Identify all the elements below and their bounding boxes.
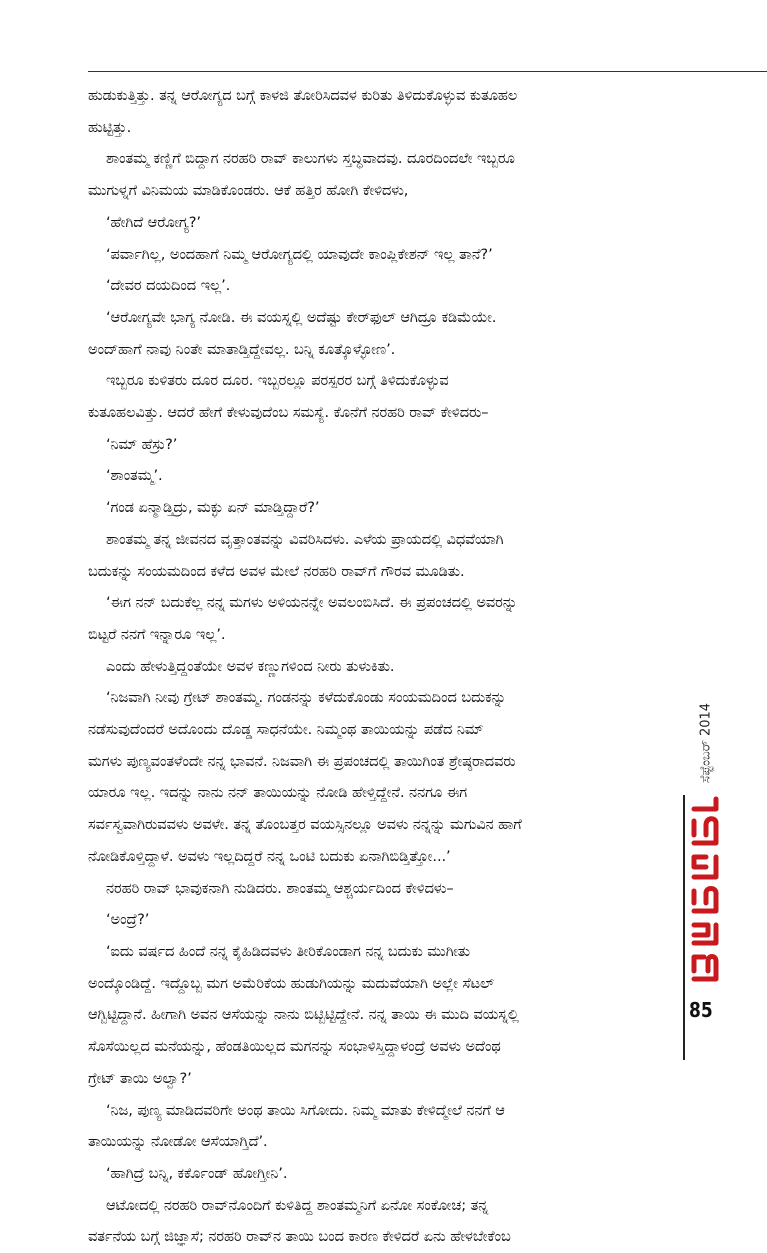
text-line: ಯಾರೂ ಇಲ್ಲ. ಇದನ್ನು ನಾನು ನನ್ ತಾಯಿಯನ್ನು ನೋಡಿ ಹೇಳ್ತಿದ್ದೇನೆ. ನನಗೂ ಈಗ [88, 784, 468, 802]
text-line: ಮಗಳು ಪುಣ್ಯವಂತಳೆಂದೇ ನನ್ನ ಭಾವನೆ. ನಿಜವಾಗಿ ಈ ಪ್ರಪಂಚದಲ್ಲಿ ತಾಯಿಗಿಂತ ಶ್ರೇಷ್ಠರಾದವರು [88, 752, 516, 770]
text-line: ‘ಹೇಗಿದೆ ಆರೋಗ್ಯ?’ [106, 213, 201, 231]
text-line: ‘ಹಾಗಿದ್ರೆ ಬನ್ನಿ, ಕರ್ಕೊಂಡ್ ಹೋಗ್ತೀನಿ’. [106, 1164, 288, 1182]
text-line: ‘ನಿಮ್ ಹೆಸ್ರು?’ [106, 435, 178, 453]
text-line: ‘ಪರ್ವಾಗಿಲ್ಲ, ಅಂದಹಾಗೆ ನಿಮ್ಮ ಆರೋಗ್ಯದಲ್ಲಿ ಯಾವುದೇ ಕಾಂಪ್ಲಿಕೇಶನ್ ಇಲ್ಲ ತಾನೆ?’ [106, 245, 493, 263]
text-line: ‘ನಿಜವಾಗಿ ನೀವು ಗ್ರೇಟ್ ಶಾಂತಮ್ಮ. ಗಂಡನನ್ನು ಕಳೆದುಕೊಂಡು ಸಂಯಮದಿಂದ ಬದುಕನ್ನು [106, 689, 507, 707]
text-line: ಎಂದು ಹೇಳುತ್ತಿದ್ದಂತೆಯೇ ಅವಳ ಕಣ್ಣುಗಳಿಂದ ನೀರು ತುಳುಕಿತು. [106, 657, 395, 675]
masthead-logo-graphic [690, 795, 720, 985]
text-line: ವರ್ತನೆಯ ಬಗ್ಗೆ ಜಿಜ್ಞಾಸೆ; ನರಹರಿ ರಾವ್‌ನ ತಾಯಿ ಬಂದ ಕಾರಣ ಕೇಳಿದರೆ ಏನು ಹೇಳಬೇಕೆಂಬ [88, 1228, 511, 1246]
header-rule [88, 71, 767, 72]
text-line: ‘ದೇವರ ದಯದಿಂದ ಇಲ್ಲ’. [106, 277, 231, 295]
issue-date [696, 700, 716, 786]
text-line: ‘ಆರೋಗ್ಯವೇ ಭಾಗ್ಯ ನೋಡಿ. ಈ ವಯಸ್ನಲ್ಲಿ ಅದೆಷ್ಟು ಕೇರ್‌ಫುಲ್ ಆಗಿದ್ರೂ ಕಡಿಮೆಯೇ. [106, 308, 497, 326]
issue-date-text: ಸೆಪ್ಟೆಂಬರ್ 2014 [698, 702, 714, 784]
text-line: ‘ಐದು ವರ್ಷದ ಹಿಂದೆ ನನ್ನ ಕೈಹಿಡಿದವಳು ತೀರಿಕೊಂಡಾಗ ನನ್ನ ಬದುಕು ಮುಗೀತು [106, 942, 471, 960]
text-line: ಶಾಂತಮ್ಮ ಕಣ್ಣಿಗೆ ಬಿದ್ದಾಗ ನರಹರಿ ರಾವ್ ಕಾಲುಗಳು ಸ್ತಬ್ಧವಾದವು. ದೂರದಿಂದಲೇ ಇಬ್ಬರೂ [106, 150, 515, 168]
sidebar-rule [683, 795, 685, 1060]
text-line: ಆಗ್ಬಿಟ್ಟಿದ್ದಾನೆ. ಹೀಗಾಗಿ ಅವನ ಆಸೆಯನ್ನು ನಾನು ಬಿಟ್ಬಿಟ್ಟಿದ್ದೇನೆ. ನನ್ನ ತಾಯಿ ಈ ಮುದಿ ವಯಸ್ನಲ್ಲಿ [88, 1006, 519, 1024]
text-line: ‘ಅಂದ್ರೆ?’ [106, 911, 150, 929]
text-line: ಸರ್ವಸ್ವವಾಗಿರುವವಳು ಅವಳೇ. ತನ್ನ ತೊಂಬತ್ತರ ವಯಸ್ಸಿನಲ್ಲೂ ಅವಳು ನನ್ನನ್ನು ಮಗುವಿನ ಹಾಗೆ [88, 816, 522, 834]
text-line: ನರಹರಿ ರಾವ್ ಭಾವುಕನಾಗಿ ನುಡಿದರು. ಶಾಂತಮ್ಮ ಆಶ್ಚರ್ಯದಿಂದ ಕೇಳಿದಳು– [106, 879, 454, 897]
text-line: ಹುಡುಕುತ್ತಿತ್ತು. ತನ್ನ ಆರೋಗ್ಯದ ಬಗ್ಗೆ ಕಾಳಜಿ ತೋರಿಸಿದವಳ ಕುರಿತು ತಿಳಿದುಕೊಳ್ಳುವ ಕುತೂಹಲ [88, 87, 518, 104]
text-line: ಸೊಸೆಯಿಲ್ಲದ ಮನೆಯನ್ನು, ಹೆಂಡತಿಯಿಲ್ಲದ ಮಗನನ್ನು ಸಂಭಾಳಿಸ್ತಿದ್ದಾಳಂದ್ರೆ ಅವಳು ಅದೆಂಥ [88, 1038, 501, 1056]
text-line: ಬಿಟ್ಟರೆ ನನಗೆ ಇನ್ನಾರೂ ಇಲ್ಲ’. [88, 625, 226, 643]
text-line: ಮುಗುಳ್ನಗೆ ವಿನಿಮಯ ಮಾಡಿಕೊಂಡರು. ಆಕೆ ಹತ್ತಿರ ಹೋಗಿ ಕೇಳಿದಳು, [88, 182, 409, 200]
text-line: ನೋಡಿಕೊಳ್ತಿದ್ದಾಳೆ. ಅವಳು ಇಲ್ಲದಿದ್ದರೆ ನನ್ನ ಒಂಟಿ ಬದುಕು ಏನಾಗಿಬಿಡ್ತಿತ್ತೋ...’ [88, 847, 451, 865]
text-line: ಗ್ರೇಟ್ ತಾಯಿ ಅಲ್ವಾ?’ [88, 1069, 192, 1087]
text-line: ಆಟೋದಲ್ಲಿ ನರಹರಿ ರಾವ್‌ನೊಂದಿಗೆ ಕುಳಿತಿದ್ದ ಶಾಂತಮ್ಮನಿಗೆ ಏನೋ ಸಂಕೋಚ; ತನ್ನ [106, 1196, 489, 1214]
text-line: ‘ಗಂಡ ಏನ್ಮಾಡ್ತಿದ್ರು, ಮಕ್ಳು ಏನ್ ಮಾಡ್ತಿದ್ದಾರೆ?’ [106, 499, 320, 517]
text-line: ಇಬ್ಬರೂ ಕುಳಿತರು ದೂರ ದೂರ. ಇಬ್ಬರಲ್ಲೂ ಪರಸ್ಪರರ ಬಗ್ಗೆ ತಿಳಿದುಕೊಳ್ಳುವ [106, 372, 449, 390]
text-line: ಕುತೂಹಲವಿತ್ತು. ಆದರೆ ಹೇಗೆ ಕೇಳುವುದೆಂಬ ಸಮಸ್ಯೆ. ಕೊನೆಗೆ ನರಹರಿ ರಾವ್ ಕೇಳಿದರು– [88, 404, 489, 422]
page-number: 85 [689, 998, 713, 1022]
text-line: ಹುಟ್ಟಿತ್ತು. [88, 118, 132, 136]
text-line: ತಾಯಿಯನ್ನು ನೋಡೋ ಆಸೆಯಾಗ್ತಿದೆ’. [88, 1133, 268, 1151]
magazine-logo [690, 795, 720, 985]
text-line: ಅಂದ್ಕೊಂಡಿದ್ದೆ. ಇದ್ದೊಬ್ಬ ಮಗ ಅಮೆರಿಕೆಯ ಹುಡುಗಿಯನ್ನು ಮದುವೆಯಾಗಿ ಅಲ್ಲೇ ಸೆಟಲ್ [88, 974, 495, 992]
text-line: ಶಾಂತಮ್ಮ ತನ್ನ ಜೀವನದ ವೃತ್ತಾಂತವನ್ನು ವಿವರಿಸಿದಳು. ಎಳೆಯ ಪ್ರಾಯದಲ್ಲಿ ವಿಧವೆಯಾಗಿ [106, 530, 504, 548]
text-line: ನಡೆಸುವುದೆಂದರೆ ಅದೊಂದು ದೊಡ್ಡ ಸಾಧನೆಯೇ. ನಿಮ್ಮಂಥ ತಾಯಿಯನ್ನು ಪಡೆದ ನಿಮ್ [88, 721, 484, 739]
article-body [88, 80, 670, 1253]
text-line: ‘ನಿಜ, ಪುಣ್ಯ ಮಾಡಿದವರಿಗೇ ಅಂಥ ತಾಯಿ ಸಿಗೋದು. ನಿಮ್ಮ ಮಾತು ಕೇಳಿದ್ಮೇಲೆ ನನಗೆ ಆ [106, 1101, 505, 1119]
text-line: ಅಂದ್‌ಹಾಗೆ ನಾವು ನಿಂತೇ ಮಾತಾಡ್ತಿದ್ದೇವಲ್ಲ. ಬನ್ನಿ ಕೂತ್ಕೊಳ್ಳೋಣ’. [88, 340, 396, 358]
text-line: ‘ಶಾಂತಮ್ಮ’. [106, 467, 163, 485]
text-line: ‘ಈಗ ನನ್ ಬದುಕೆಲ್ಲ ನನ್ನ ಮಗಳು ಅಳಿಯನನ್ನೇ ಅವಲಂಬಿಸಿದೆ. ಈ ಪ್ರಪಂಚದಲ್ಲಿ ಅವರನ್ನು [106, 594, 518, 612]
text-line: ಬದುಕನ್ನು ಸಂಯಮದಿಂದ ಕಳೆದ ಅವಳ ಮೇಲೆ ನರಹರಿ ರಾವ್‌ಗೆ ಗೌರವ ಮೂಡಿತು. [88, 562, 465, 580]
